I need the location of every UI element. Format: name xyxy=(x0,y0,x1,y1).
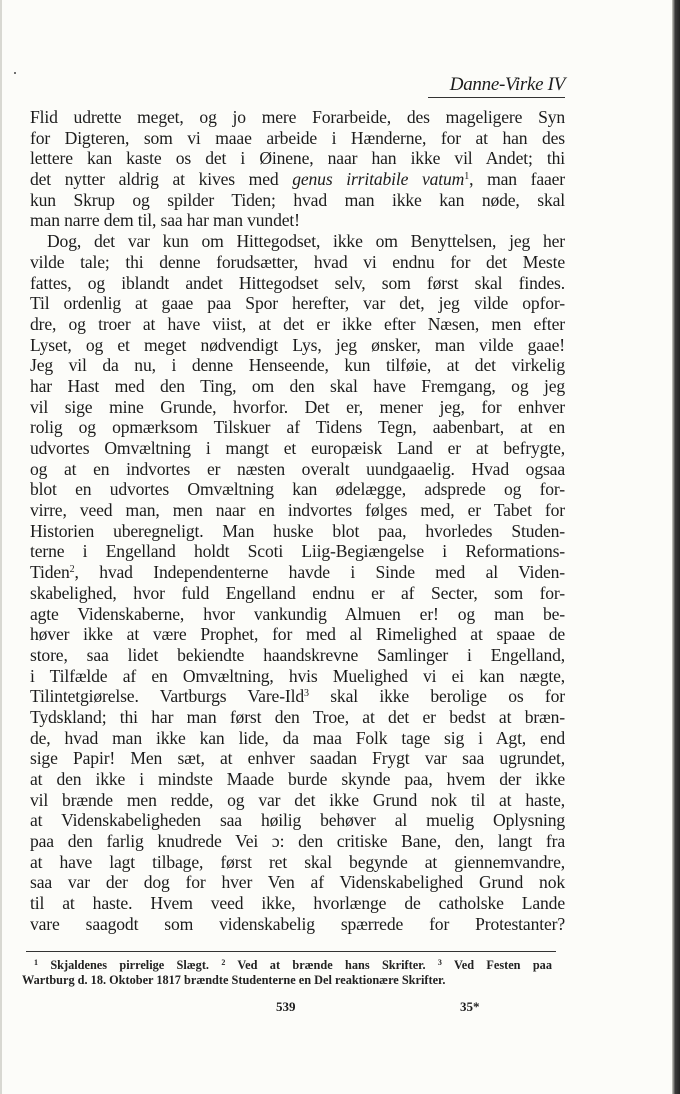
text-run: blot en udvortes Omvæltning kan ødelægge, adsprede og for- xyxy=(30,479,565,500)
text-run: , hvad Independenterne havde i Sinde med al Viden- xyxy=(74,562,565,583)
text-run: kun Skrup og spilder Tiden; hvad man ikke kan nøde, skal xyxy=(30,189,565,210)
footnote-reference: 1 xyxy=(464,171,470,183)
text-run: dre, og troer at have viist, at det er ikke efter Næsen, men efter xyxy=(30,313,565,334)
text-run: fattes, og iblandt andet Hittegodset selv, som først skal findes. xyxy=(30,272,565,293)
signature-mark: 35* xyxy=(460,999,480,1014)
text-line xyxy=(30,583,565,604)
text-run: Skjaldenes pirrelige Slægt. xyxy=(38,958,222,972)
text-run: det nytter aldrig at kives med xyxy=(30,169,293,190)
text-line xyxy=(30,521,565,542)
footnote-reference: 3 xyxy=(437,958,442,967)
text-run: Lyset, og et meget nødvendigt Lys, jeg ønsker, man vilde gaae! xyxy=(30,334,565,355)
page-left-edge xyxy=(0,0,2,1094)
text-line xyxy=(30,397,565,418)
footnotes xyxy=(22,958,552,988)
text-run: Dog, det var kun om Hittegodset, ikke om Benyttelsen, jeg her xyxy=(47,231,565,252)
text-line xyxy=(30,210,565,231)
text-line xyxy=(30,748,565,769)
text-line xyxy=(30,148,565,169)
footnote-reference: 2 xyxy=(69,564,75,576)
text-line xyxy=(30,107,565,128)
text-run: rolig og opmærksom Tilskuer af Tidens Tegn, aabenbart, at en xyxy=(30,417,565,438)
text-run: sige Papir! Men sæt, at enhver saadan Frygt var saa ugrundet, xyxy=(30,748,565,769)
text-run: Tydskland; thi har man først den Troe, at det er bedst at bræn- xyxy=(30,706,565,727)
text-run: Historien uberegneligt. Man huske blot paa, hvorledes Studen- xyxy=(30,520,565,541)
text-run: at have lagt tilbage, først ret skal begynde at giennemvandre, xyxy=(30,851,565,872)
text-line xyxy=(30,769,565,790)
footnote-line xyxy=(22,973,552,988)
text-run: man narre dem til, saa har man vundet! xyxy=(30,210,300,231)
running-head-rule xyxy=(428,97,565,98)
text-line xyxy=(30,128,565,149)
text-run: vilde tale; thi denne forudsætter, hvad vi endnu for det Meste xyxy=(30,251,565,272)
text-line xyxy=(30,914,565,935)
text-line xyxy=(30,541,565,562)
text-run: lettere kan kaste os det i Øinene, naar han ikke vil Andet; thi xyxy=(30,148,565,169)
text-run: paa den farlig knudrede Vei ɔ: den critiske Bane, den, langt fra xyxy=(30,831,565,852)
text-line xyxy=(30,190,565,211)
footnote-rule xyxy=(26,951,556,952)
text-line xyxy=(30,893,565,914)
scan-speck xyxy=(14,72,16,74)
italic-text: genus irritabile vatum xyxy=(292,169,465,190)
footnote-reference: 2 xyxy=(221,958,226,967)
page-number: 539 xyxy=(276,999,296,1014)
text-run: , man faaer xyxy=(469,169,566,190)
text-line xyxy=(30,810,565,831)
text-line xyxy=(30,376,565,397)
text-line xyxy=(30,728,565,749)
text-run: saa var der dog for hver Ven af Videnskabelighed Grund nok xyxy=(30,872,565,893)
text-run: Jeg vil da nu, i denne Henseende, kun tilføie, at det virkelig xyxy=(30,355,565,376)
text-line xyxy=(30,314,565,335)
text-run: Til ordenlig at gaae paa Spor herefter, var det, jeg vilde opfor- xyxy=(30,293,565,314)
text-run: at Videnskabeligheden saa høilig behøver al muelig Oplysning xyxy=(30,810,565,831)
text-line xyxy=(30,604,565,625)
text-line xyxy=(30,562,565,583)
page-right-edge-shadow xyxy=(672,0,680,1094)
footnote-reference: 3 xyxy=(304,688,309,700)
text-line xyxy=(30,852,565,873)
text-run: og at en indvortes er næsten overalt uundgaaelig. Hvad ogsaa xyxy=(30,458,565,479)
text-run: har Hast med den Ting, om den skal have Fremgang, og jeg xyxy=(30,375,565,396)
text-line xyxy=(30,169,565,190)
text-line xyxy=(30,666,565,687)
text-run: høver ikke at være Prophet, for med al Rimelighed at spaae de xyxy=(30,624,565,645)
text-line xyxy=(30,273,565,294)
running-head: Danne-Virke IV xyxy=(449,74,565,95)
body-text xyxy=(30,107,565,935)
text-run: Ved at brænde hans Skrifter. xyxy=(225,958,438,972)
text-line xyxy=(30,355,565,376)
text-line xyxy=(30,686,565,707)
footnote-reference: 1 xyxy=(34,958,38,967)
text-line xyxy=(30,459,565,480)
text-line xyxy=(30,335,565,356)
text-run: agte Videnskaberne, hvor vankundig Almuen er! og man be- xyxy=(30,603,565,624)
text-run: de, hvad man ikke kan lide, da maa Folk tage sig i Agt, end xyxy=(30,727,565,748)
text-run: store, saa lidet bekiendte haandskrevne Samlinger i Engelland, xyxy=(30,644,565,665)
text-line xyxy=(30,645,565,666)
text-run: Flid udrette meget, og jo mere Forarbeide, des mageligere Syn xyxy=(30,107,565,127)
text-line xyxy=(30,790,565,811)
text-line xyxy=(30,707,565,728)
text-run: vil sige mine Grunde, hvorfor. Det er, mener jeg, for enhver xyxy=(30,396,565,417)
text-run: Tiden xyxy=(30,562,70,583)
text-run: Ved Festen paa xyxy=(441,958,552,972)
text-line xyxy=(30,500,565,521)
text-line xyxy=(30,479,565,500)
text-run: for Digteren, som vi maae arbeide i Hænderne, for at han des xyxy=(30,127,565,148)
text-line xyxy=(30,624,565,645)
text-line xyxy=(30,231,565,252)
text-run: vare saagodt som videnskabelig spærrede for Protestanter? xyxy=(30,913,565,934)
text-line xyxy=(30,831,565,852)
text-line xyxy=(30,872,565,893)
text-line xyxy=(30,417,565,438)
text-run: skal ikke berolige os for xyxy=(308,686,565,707)
text-run: Tilintetgiørelse. Vartburgs Vare-Ild xyxy=(30,686,304,707)
text-run: virre, veed man, men naar en indvortes følges med, er Tabet for xyxy=(30,500,565,521)
text-run: udvortes Omvæltning i mangt et europæisk Land er at befrygte, xyxy=(30,438,565,458)
text-run: at den ikke i mindste Maade burde skynde paa, hvem der ikke xyxy=(30,769,565,789)
text-run: i Tilfælde af en Omvæltning, hvis Muelighed vi ei kan nægte, xyxy=(30,665,565,686)
text-line xyxy=(30,293,565,314)
text-run: til at haste. Hvem veed ikke, hvorlænge de catholske Lande xyxy=(30,893,565,914)
text-line xyxy=(30,438,565,459)
footnote-line xyxy=(22,958,552,973)
text-run: Wartburg d. 18. Oktober 1817 brændte Studenterne en Del reaktionære Skrifter. xyxy=(22,973,446,987)
text-line xyxy=(30,252,565,273)
text-run: vil brænde men redde, og var det ikke Grund nok til at haste, xyxy=(30,789,565,810)
text-run: terne i Engelland holdt Scoti Liig-Begiængelse i Reformations- xyxy=(30,541,565,562)
text-run: skabelighed, hvor fuld Engelland endnu er af Secter, som for- xyxy=(30,582,565,603)
